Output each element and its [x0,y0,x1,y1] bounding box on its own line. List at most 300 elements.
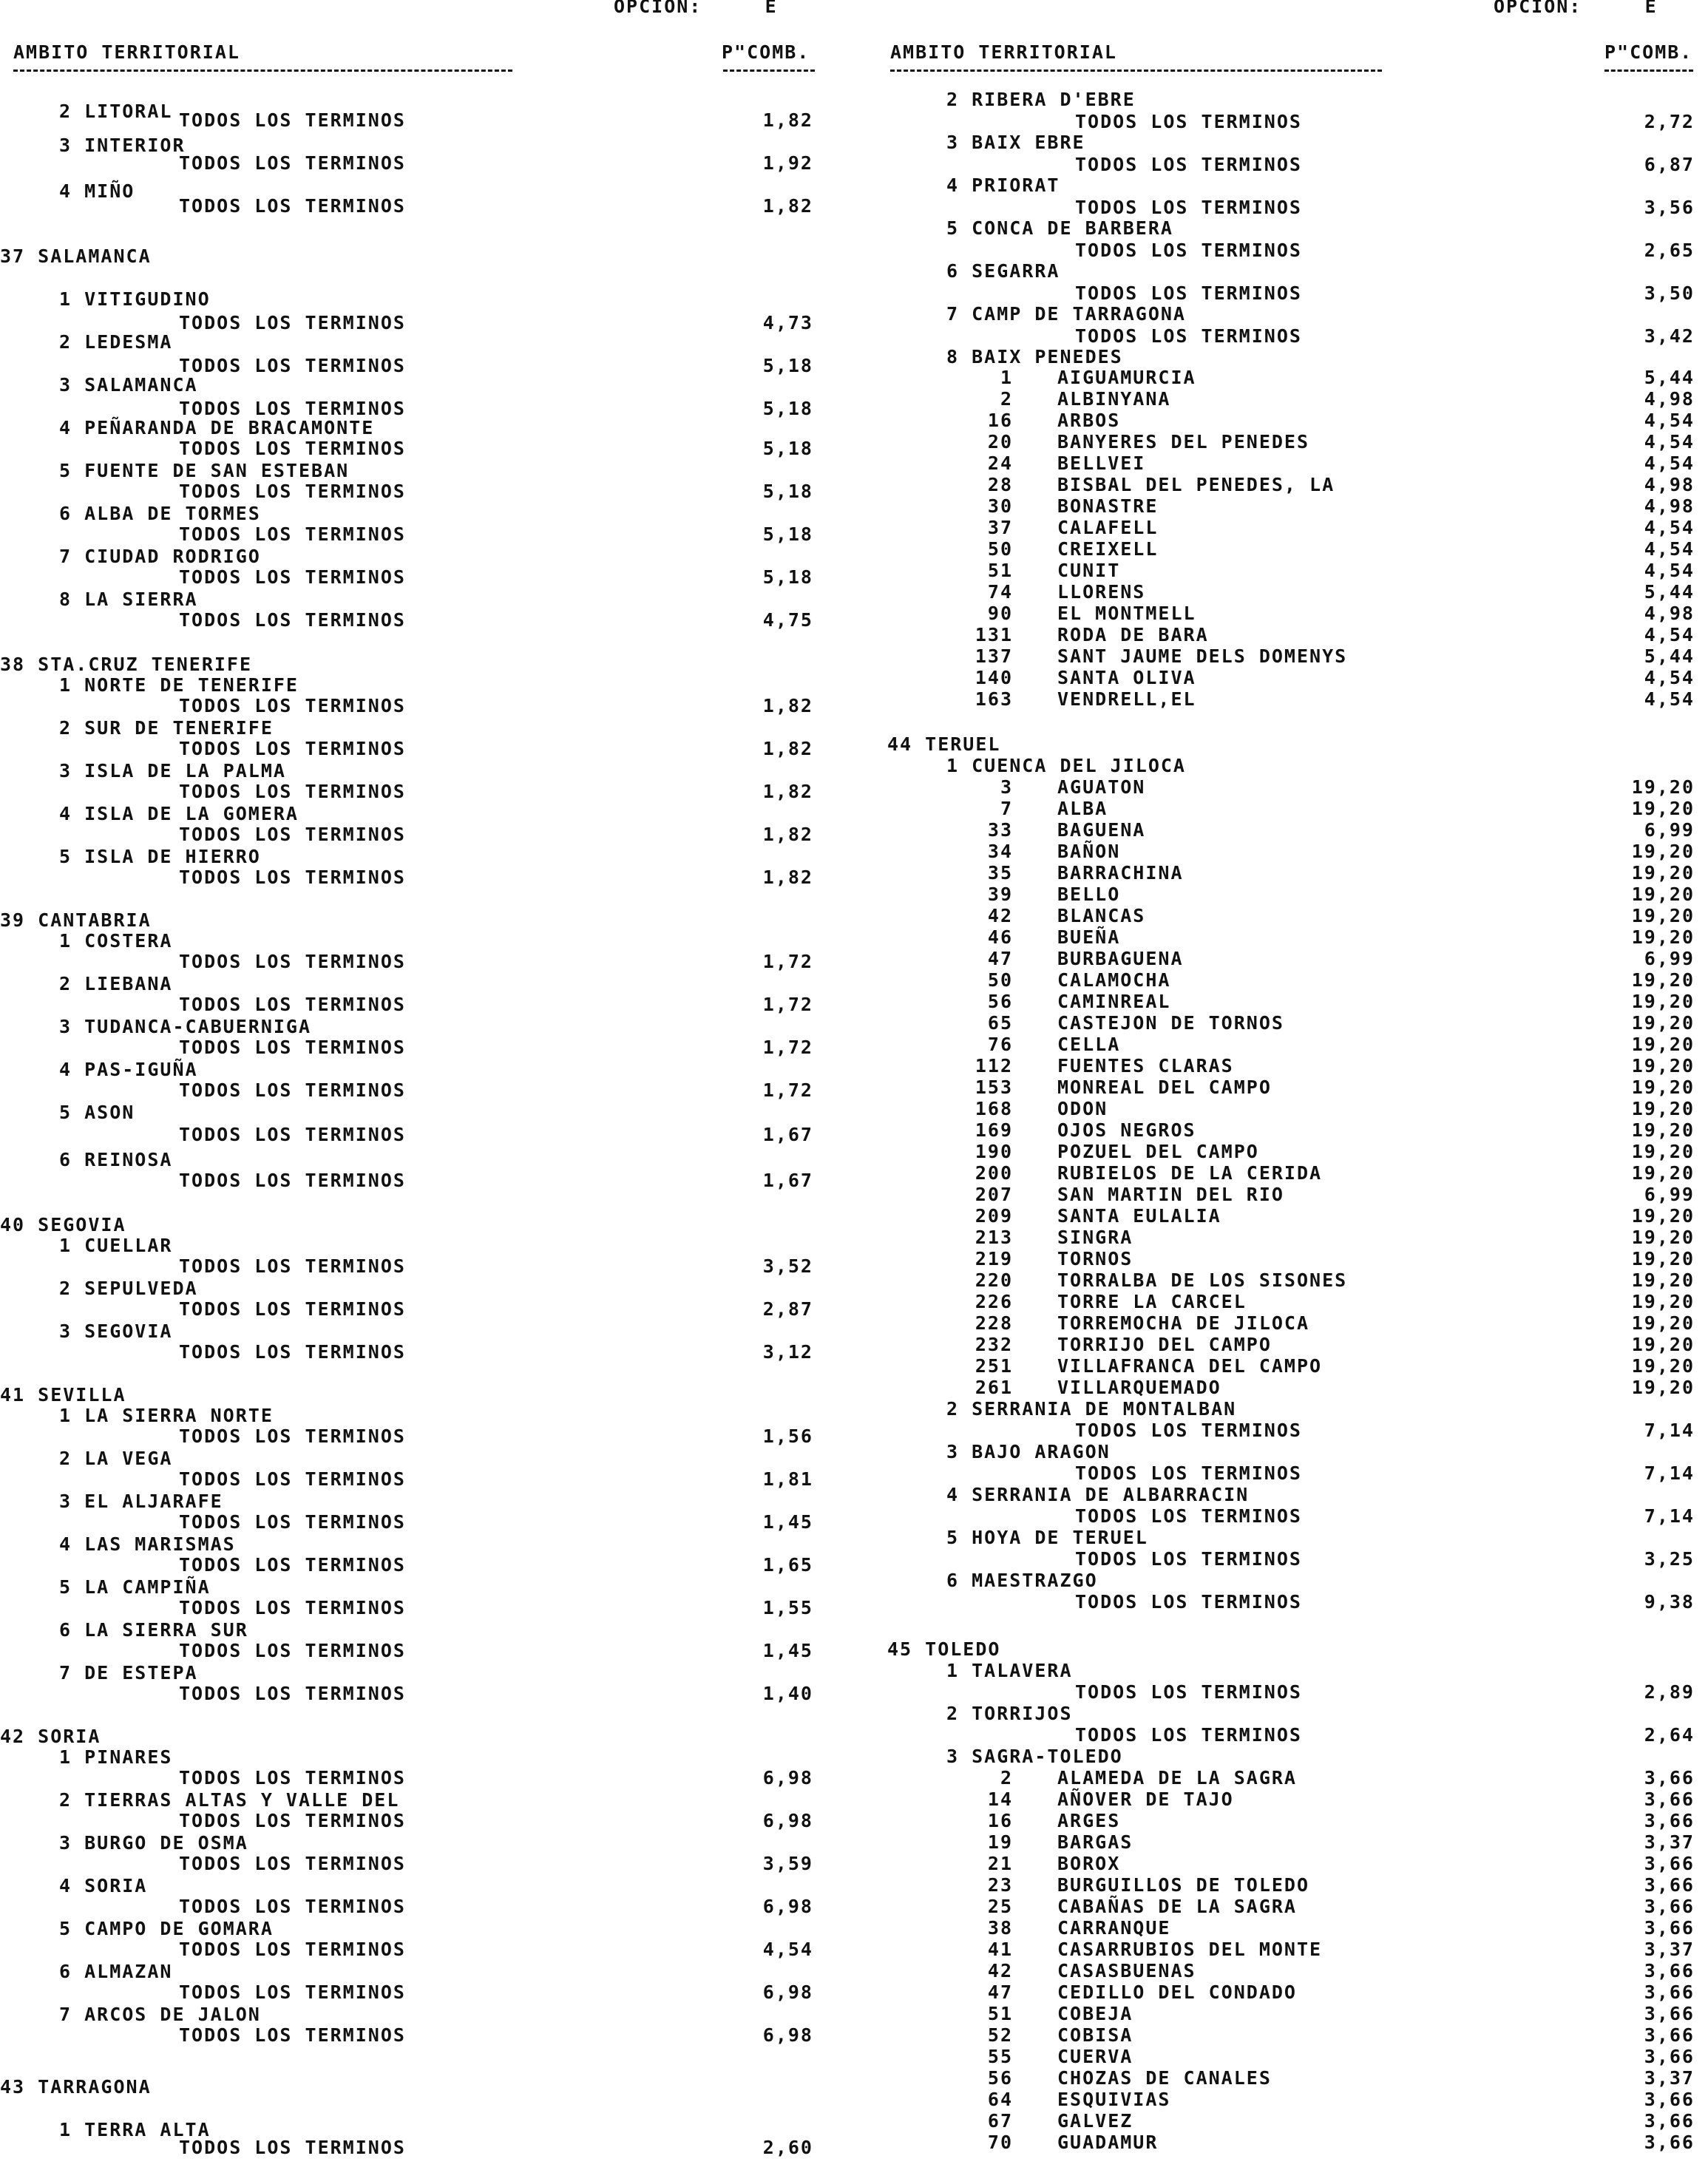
price-value: 4,54 [1644,431,1695,452]
all-terms-label: TODOS LOS TERMINOS [179,2137,406,2158]
zone-heading [0,1448,836,1469]
zone-heading [0,1016,836,1037]
table-row [880,645,1708,667]
municipality-name: COBISA [1057,2024,1133,2046]
municipality-code: 65 [987,1012,1013,1034]
municipality-name: ALAMEDA DE LA SAGRA [1057,1767,1297,1788]
table-row [0,1468,836,1490]
price-value: 3,66 [1644,1917,1695,1939]
zone-name: 1 TALAVERA [946,1660,1073,1681]
municipality-name: TORREMOCHA DE JILOCA [1057,1312,1310,1334]
zone-name: 4 MIÑO [59,180,135,202]
table-row [880,1227,1708,1248]
table-row [880,1853,1708,1874]
table-row [880,367,1708,388]
province-name: 41 SEVILLA [0,1384,126,1406]
price-value: 19,20 [1631,1248,1695,1269]
municipality-code: 56 [987,991,1013,1012]
all-terms-label: TODOS LOS TERMINOS [179,1468,406,1490]
zone-heading [0,2004,836,2025]
zone-name: 5 CONCA DE BARBERA [946,217,1173,239]
municipality-code: 153 [975,1076,1013,1098]
price-value: 6,98 [762,1767,813,1788]
price-value: 6,98 [762,1810,813,1831]
all-terms-label: TODOS LOS TERMINOS [179,1896,406,1917]
price-value: 3,37 [1644,2067,1695,2089]
municipality-name: CASASBUENAS [1057,1960,1196,1981]
table-row [0,951,836,972]
zone-heading [0,1102,836,1123]
municipality-name: CASTEJON DE TORNOS [1057,1012,1284,1034]
zone-name: 3 SALAMANCA [59,374,198,396]
precio-header: P"COMB. [1604,41,1693,63]
table-row [880,240,1708,261]
table-row [880,926,1708,948]
price-value: 7,14 [1644,1505,1695,1527]
price-value: 4,54 [1644,538,1695,560]
table-row [0,481,836,502]
all-terms-label: TODOS LOS TERMINOS [179,1511,406,1533]
zone-heading [0,503,836,524]
price-value: 4,75 [762,609,813,631]
all-terms-label: TODOS LOS TERMINOS [1075,1505,1302,1527]
price-value: 19,20 [1631,905,1695,926]
municipality-code: 19 [987,1831,1013,1853]
table-row [880,1874,1708,1896]
table-row [0,824,836,845]
municipality-name: CHOZAS DE CANALES [1057,2067,1272,2089]
price-value: 19,20 [1631,991,1695,1012]
municipality-code: 33 [987,819,1013,841]
table-row [880,667,1708,688]
municipality-code: 213 [975,1227,1013,1248]
price-value: 3,66 [1644,1960,1695,1981]
price-value: 3,66 [1644,2132,1695,2153]
price-value: 19,20 [1631,1291,1695,1312]
price-value: 3,42 [1644,325,1695,347]
price-value: 19,20 [1631,798,1695,819]
table-row [880,2089,1708,2110]
zone-heading [880,1527,1708,1548]
price-value: 3,66 [1644,1788,1695,1810]
municipality-name: ARGES [1057,1810,1121,1831]
price-value: 1,67 [762,1170,813,1191]
precio-underline [1604,69,1693,72]
municipality-name: VENDRELL,EL [1057,688,1196,710]
municipality-name: SINGRA [1057,1227,1133,1248]
price-value: 6,99 [1644,819,1695,841]
table-row [880,1076,1708,1098]
price-value: 5,44 [1644,581,1695,603]
table-row [880,2132,1708,2153]
zone-name: 5 LA CAMPIÑA [59,1576,211,1598]
price-value: 19,20 [1631,1055,1695,1076]
zone-name: 3 TUDANCA-CABUERNIGA [59,1016,312,1037]
municipality-name: VILLAFRANCA DEL CAMPO [1057,1355,1323,1377]
municipality-code: 23 [987,1874,1013,1896]
table-row [880,905,1708,926]
zone-heading [0,1533,836,1555]
price-value: 19,20 [1631,841,1695,862]
all-terms-label: TODOS LOS TERMINOS [179,1170,406,1191]
all-terms-label: TODOS LOS TERMINOS [179,781,406,802]
table-row [0,2137,836,2158]
all-terms-label: TODOS LOS TERMINOS [179,609,406,631]
table-row [880,2003,1708,2024]
price-value: 19,20 [1631,1355,1695,1377]
table-row [0,1767,836,1788]
zone-heading [0,760,836,781]
municipality-name: BELLVEI [1057,452,1146,474]
municipality-name: CABAÑAS DE LA SAGRA [1057,1896,1297,1917]
zone-heading [0,973,836,994]
municipality-code: 24 [987,452,1013,474]
table-row [880,452,1708,474]
price-value: 5,18 [762,438,813,459]
table-row [880,1291,1708,1312]
table-row [880,1767,1708,1788]
zone-heading [880,132,1708,153]
table-row [0,1597,836,1618]
municipality-code: 35 [987,862,1013,884]
table-row [0,2024,836,2046]
table-row [880,1312,1708,1334]
price-value: 6,98 [762,2024,813,2046]
option-header [1494,0,1658,17]
price-value: 19,20 [1631,1377,1695,1398]
price-value: 6,99 [1644,1184,1695,1205]
zone-heading [880,1746,1708,1767]
zone-name: 2 LEDESMA [59,331,173,353]
table-row [880,2046,1708,2067]
municipality-name: BELLO [1057,884,1121,905]
table-row [880,841,1708,862]
all-terms-label: TODOS LOS TERMINOS [179,566,406,588]
price-value: 4,54 [1644,410,1695,431]
price-value: 19,20 [1631,1098,1695,1119]
zone-heading [0,1662,836,1684]
zone-name: 2 RIBERA D'EBRE [946,89,1136,110]
municipality-name: CARRANQUE [1057,1917,1171,1939]
municipality-name: SANT JAUME DELS DOMENYS [1057,645,1348,667]
zone-name: 6 LA SIERRA SUR [59,1619,248,1641]
price-value: 3,66 [1644,2003,1695,2024]
province-name: 38 STA.CRUZ TENERIFE [0,654,253,675]
municipality-name: BURBAGUENA [1057,948,1184,969]
municipality-name: TORNOS [1057,1248,1133,1269]
zone-heading [880,1660,1708,1681]
zone-heading [0,1059,836,1080]
price-value: 2,60 [762,2137,813,2158]
province-name: 37 SALAMANCA [0,245,152,267]
zone-name: 6 MAESTRAZGO [946,1570,1098,1591]
municipality-name: TORRALBA DE LOS SISONES [1057,1269,1348,1291]
municipality-name: BURGUILLOS DE TOLEDO [1057,1874,1310,1896]
zone-heading [0,460,836,481]
price-value: 1,82 [762,195,813,217]
table-row [880,111,1708,132]
price-value: 1,40 [762,1683,813,1704]
zone-heading [0,1789,836,1811]
municipality-name: TORRE LA CARCEL [1057,1291,1247,1312]
zone-heading [0,717,836,739]
province-heading [0,1384,836,1406]
all-terms-label: TODOS LOS TERMINOS [179,481,406,502]
municipality-name: VILLARQUEMADO [1057,1377,1221,1398]
price-value: 1,72 [762,1037,813,1058]
zone-heading [0,1235,836,1256]
price-value: 19,20 [1631,1141,1695,1162]
zone-heading [0,1278,836,1299]
table-row [880,1896,1708,1917]
table-row [880,1420,1708,1441]
price-value: 1,82 [762,109,813,131]
municipality-code: 21 [987,1853,1013,1874]
table-row [880,1681,1708,1703]
price-value: 3,66 [1644,2024,1695,2046]
precio-underline [723,69,815,72]
zone-name: 6 ALMAZAN [59,1961,173,1982]
table-row [880,1591,1708,1613]
municipality-code: 137 [975,645,1013,667]
municipality-code: 90 [987,603,1013,624]
table-row [880,1162,1708,1184]
price-value: 3,66 [1644,2110,1695,2132]
municipality-name: BUEÑA [1057,926,1121,948]
price-value: 5,18 [762,566,813,588]
zone-name: 5 FUENTE DE SAN ESTEBAN [59,460,350,481]
province-name: 45 TOLEDO [887,1638,1001,1660]
table-row [880,1098,1708,1119]
municipality-code: 39 [987,884,1013,905]
province-heading [0,909,836,931]
price-value: 5,44 [1644,645,1695,667]
municipality-code: 46 [987,926,1013,948]
municipality-name: BANYERES DEL PENEDES [1057,431,1310,452]
table-row [880,560,1708,581]
zone-heading [880,1484,1708,1505]
price-value: 5,18 [762,523,813,545]
all-terms-label: TODOS LOS TERMINOS [179,2024,406,2046]
province-heading [0,654,836,675]
price-value: 1,81 [762,1468,813,1490]
price-value: 4,73 [762,312,813,333]
municipality-name: CALAMOCHA [1057,969,1171,991]
price-value: 1,65 [762,1554,813,1576]
price-value: 3,37 [1644,1939,1695,1960]
price-value: 2,87 [762,1298,813,1320]
zone-name: 6 REINOSA [59,1149,173,1170]
price-value: 19,20 [1631,1205,1695,1227]
zone-heading [0,1149,836,1170]
zone-heading [0,1875,836,1896]
municipality-code: 163 [975,688,1013,710]
municipality-name: BLANCAS [1057,905,1146,926]
zone-name: 2 LA VEGA [59,1448,173,1469]
table-row [880,1334,1708,1355]
zone-name: 2 SEPULVEDA [59,1278,198,1299]
province-heading [0,245,836,267]
price-value: 19,20 [1631,1312,1695,1334]
zone-heading [880,303,1708,325]
table-row [880,1269,1708,1291]
price-value: 1,92 [762,152,813,174]
zone-name: 1 LA SIERRA NORTE [59,1405,274,1426]
table-row [880,2110,1708,2132]
table-row [880,431,1708,452]
zone-heading [0,803,836,824]
table-row [0,1425,836,1447]
table-row [880,2067,1708,2089]
municipality-code: 76 [987,1034,1013,1055]
all-terms-label: TODOS LOS TERMINOS [179,1255,406,1277]
zone-name: 3 INTERIOR [59,135,186,156]
zone-heading [0,674,836,696]
municipality-code: 131 [975,624,1013,645]
ambito-header: AMBITO TERRITORIAL [13,41,240,63]
municipality-code: 50 [987,969,1013,991]
table-row [0,1079,836,1101]
table-row [880,1810,1708,1831]
table-row [0,1853,836,1874]
zone-heading [880,755,1708,776]
price-value: 19,20 [1631,776,1695,798]
price-value: 1,56 [762,1425,813,1447]
table-row [0,109,836,131]
municipality-name: SAN MARTIN DEL RIO [1057,1184,1284,1205]
price-value: 3,66 [1644,1896,1695,1917]
all-terms-label: TODOS LOS TERMINOS [179,824,406,845]
municipality-code: 50 [987,538,1013,560]
price-value: 4,54 [1644,517,1695,538]
table-row [880,1377,1708,1398]
all-terms-label: TODOS LOS TERMINOS [179,1425,406,1447]
zone-name: 5 CAMPO DE GOMARA [59,1918,274,1939]
zone-name: 3 SAGRA-TOLEDO [946,1746,1123,1767]
zone-heading [880,217,1708,239]
zone-heading [0,417,836,438]
municipality-code: 51 [987,2003,1013,2024]
table-row [0,438,836,459]
municipality-code: 140 [975,667,1013,688]
price-value: 19,20 [1631,1076,1695,1098]
all-terms-label: TODOS LOS TERMINOS [179,438,406,459]
municipality-code: 52 [987,2024,1013,2046]
zone-name: 4 PEÑARANDA DE BRACAMONTE [59,417,375,438]
price-value: 5,18 [762,355,813,376]
province-name: 43 TARRAGONA [0,2076,152,2098]
municipality-name: EL MONTMELL [1057,603,1196,624]
all-terms-label: TODOS LOS TERMINOS [1075,1724,1302,1746]
zone-heading [0,1491,836,1512]
municipality-code: 2 [1000,1767,1013,1788]
zone-name: 3 EL ALJARAFE [59,1491,223,1512]
price-value: 6,98 [762,1981,813,2003]
municipality-name: SANTA EULALIA [1057,1205,1221,1227]
all-terms-label: TODOS LOS TERMINOS [179,1554,406,1576]
table-row [880,197,1708,218]
zone-name: 6 SEGARRA [946,260,1060,282]
municipality-name: SANTA OLIVA [1057,667,1196,688]
zone-name: 1 TERRA ALTA [59,2119,211,2140]
all-terms-label: TODOS LOS TERMINOS [179,195,406,217]
price-value: 1,67 [762,1124,813,1145]
price-value: 3,66 [1644,1853,1695,1874]
zone-heading [0,1576,836,1598]
zone-name: 3 ISLA DE LA PALMA [59,760,286,781]
all-terms-label: TODOS LOS TERMINOS [179,1341,406,1363]
all-terms-label: TODOS LOS TERMINOS [179,398,406,419]
price-value: 2,65 [1644,240,1695,261]
price-value: 1,55 [762,1597,813,1618]
table-row [880,410,1708,431]
table-row [880,948,1708,969]
table-row [880,1939,1708,1960]
table-row [0,152,836,174]
municipality-code: 67 [987,2110,1013,2132]
all-terms-label: TODOS LOS TERMINOS [179,1683,406,1704]
table-row [0,695,836,716]
table-row [880,581,1708,603]
all-terms-label: TODOS LOS TERMINOS [1075,282,1302,304]
zone-name: 7 ARCOS DE JALON [59,2004,261,2025]
zone-name: 8 LA SIERRA [59,589,198,610]
price-value: 3,12 [762,1341,813,1363]
all-terms-label: TODOS LOS TERMINOS [179,1298,406,1320]
zone-heading [0,1832,836,1854]
price-value: 1,45 [762,1640,813,1661]
table-row [880,1012,1708,1034]
table-row [0,1939,836,1960]
municipality-name: RODA DE BARA [1057,624,1209,645]
all-terms-label: TODOS LOS TERMINOS [1075,1548,1302,1570]
zone-name: 3 BAIX EBRE [946,132,1085,153]
price-value: 6,99 [1644,948,1695,969]
price-value: 1,72 [762,951,813,972]
zone-name: 5 ASON [59,1102,135,1123]
table-row [880,798,1708,819]
all-terms-label: TODOS LOS TERMINOS [1075,240,1302,261]
municipality-name: LLORENS [1057,581,1146,603]
municipality-code: 55 [987,2046,1013,2067]
zone-name: 2 TIERRAS ALTAS Y VALLE DEL [59,1789,400,1811]
table-row [880,1960,1708,1981]
price-value: 3,37 [1644,1831,1695,1853]
municipality-code: 207 [975,1184,1013,1205]
municipality-code: 47 [987,1981,1013,2003]
province-heading [0,1726,836,1747]
municipality-code: 219 [975,1248,1013,1269]
price-value: 5,18 [762,481,813,502]
zone-heading [0,546,836,567]
price-value: 3,56 [1644,197,1695,218]
province-heading [880,733,1708,755]
zone-heading [880,1570,1708,1591]
table-row [880,969,1708,991]
zone-name: 4 ISLA DE LA GOMERA [59,803,299,824]
zone-heading [0,1320,836,1342]
municipality-name: POZUEL DEL CAMPO [1057,1141,1259,1162]
zone-name: 7 CAMP DE TARRAGONA [946,303,1186,325]
table-row [880,776,1708,798]
municipality-code: 70 [987,2132,1013,2153]
zone-name: 2 SERRANIA DE MONTALBAN [946,1398,1237,1420]
table-row [880,1981,1708,2003]
all-terms-label: TODOS LOS TERMINOS [179,695,406,716]
table-row [880,1055,1708,1076]
municipality-code: 28 [987,474,1013,495]
municipality-name: CEDILLO DEL CONDADO [1057,1981,1297,2003]
